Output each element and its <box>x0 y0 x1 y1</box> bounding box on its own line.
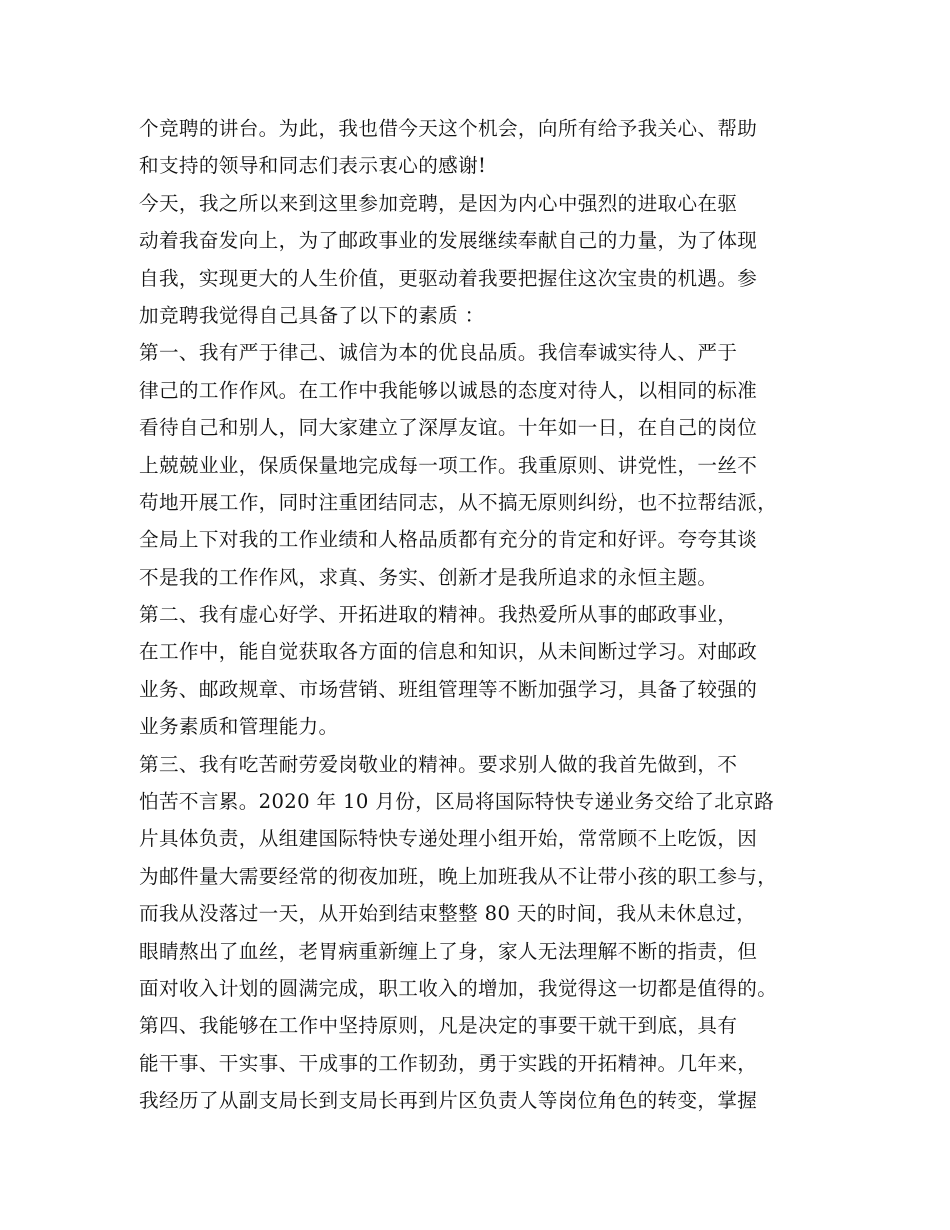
text-line: 和支持的领导和同志们表示衷心的感谢! <box>139 154 487 178</box>
text-line: 在工作中，能自觉获取各方面的信息和知识，从未间断过学习。对邮政 <box>139 640 758 664</box>
text-line: 今天，我之所以来到这里参加竞聘，是因为内心中强烈的进取心在驱 <box>139 191 738 215</box>
text-line: 上兢兢业业，保质保量地完成每一项工作。我重原则、讲党性，一丝不 <box>139 453 758 477</box>
text-line: 动着我奋发向上，为了邮政事业的发展继续奉献自己的力量，为了体现 <box>139 229 758 253</box>
text-line: 全局上下对我的工作业绩和人格品质都有充分的肯定和好评。夸夸其谈 <box>139 528 758 552</box>
text-line: 不是我的工作作风，求真、务实、创新才是我所追求的永恒主题。 <box>139 565 718 589</box>
text-line: 片具体负责，从组建国际特快专递处理小组开始，常常顾不上吃饭，因 <box>139 827 758 851</box>
text-line: 我经历了从副支局长到支局长再到片区负责人等岗位角色的转变，掌握 <box>139 1089 758 1113</box>
text-line: 能干事、干实事、干成事的工作韧劲，勇于实践的开拓精神。几年来， <box>139 1051 758 1075</box>
text-line: 看待自己和别人，同大家建立了深厚友谊。十年如一日，在自己的岗位 <box>139 416 758 440</box>
text-line: 第三、我有吃苦耐劳爱岗敬业的精神。要求别人做的我首先做到，不 <box>139 752 738 776</box>
text-line: 加竞聘我觉得自己具备了以下的素质 ： <box>139 303 485 327</box>
text-line: 第四、我能够在工作中坚持原则，凡是决定的事要干就干到底，具有 <box>139 1014 738 1038</box>
text-line: 自我，实现更大的人生价值，更驱动着我要把握住这次宝贵的机遇。参 <box>139 266 758 290</box>
text-line: 眼睛熬出了血丝，老胃病重新缠上了身，家人无法理解不断的指责，但 <box>139 939 758 963</box>
text-line: 律己的工作作风。在工作中我能够以诚恳的态度对待人，以相同的标准 <box>139 378 758 402</box>
text-line: 个竞聘的讲台。为此，我也借今天这个机会，向所有给予我关心、帮助 <box>139 117 758 140</box>
text-line: 第二、我有虚心好学、开拓进取的精神。我热爱所从事的邮政事业， <box>139 603 738 627</box>
text-line: 怕苦不言累。2020 年 10 月份，区局将国际特快专递业务交给了北京路 <box>139 790 775 814</box>
text-line: 第一、我有严于律己、诚信为本的优良品质。我信奉诚实待人、严于 <box>139 341 738 365</box>
text-line: 为邮件量大需要经常的彻夜加班，晚上加班我从不让带小孩的职工参与， <box>139 864 778 888</box>
text-line: 苟地开展工作，同时注重团结同志，从不搞无原则纠纷，也不拉帮结派， <box>139 490 778 514</box>
text-line: 业务、邮政规章、市场营销、班组管理等不断加强学习，具备了较强的 <box>139 677 758 701</box>
text-line: 业务素质和管理能力。 <box>139 715 339 739</box>
text-line: 面对收入计划的圆满完成，职工收入的增加，我觉得这一切都是值得的。 <box>139 976 778 1000</box>
document-body <box>139 110 829 1120</box>
text-line: 而我从没落过一天，从开始到结束整整 80 天的时间，我从未休息过， <box>139 902 757 926</box>
